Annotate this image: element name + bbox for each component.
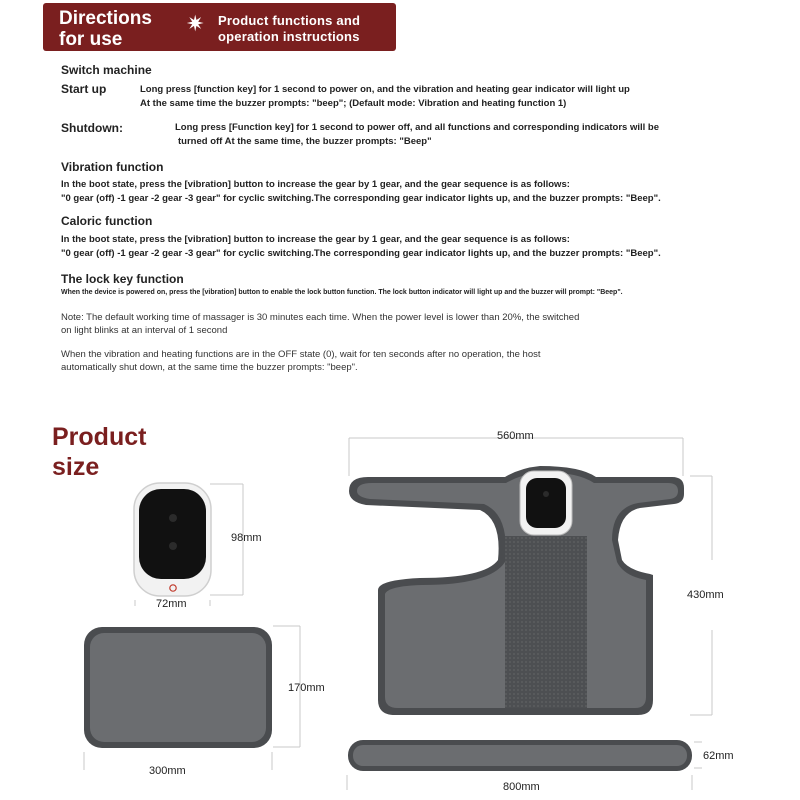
lock-line1: When the device is powered on, press the [vibration] button to enable the lock button function. The lock button indicator will light up and the buzzer will prompt: "Beep". xyxy=(61,289,623,296)
banner-title-line2: for use xyxy=(59,29,123,50)
strap-width-label: 800mm xyxy=(503,781,540,793)
shutdown-label: Shutdown: xyxy=(61,121,123,135)
star-icon: ✷ xyxy=(186,11,205,36)
pad-width-label: 300mm xyxy=(149,765,186,777)
caloric-line1: In the boot state, press the [vibration] button to increase the gear by 1 gear, and the gear sequence is as follows: xyxy=(61,234,570,245)
vibration-line1: In the boot state, press the [vibration] button to increase the gear by 1 gear, and the gear sequence is as follows: xyxy=(61,179,570,190)
banner-title-line1: Directions xyxy=(59,8,152,29)
startup-line1: Long press [function key] for 1 second to power on, and the vibration and heating gear indicator will light up xyxy=(140,84,630,95)
product-size-title-line1: Product xyxy=(52,423,147,451)
shutdown-line2: turned off At the same time, the buzzer prompts: "Beep" xyxy=(178,136,432,147)
caloric-heading: Caloric function xyxy=(61,214,153,228)
shutdown-line1: Long press [Function key] for 1 second to power off, and all functions and corresponding indicators will be xyxy=(175,122,660,133)
pad-height-label: 170mm xyxy=(288,682,325,694)
note1-line2: on light blinks at an interval of 1 second xyxy=(61,325,228,336)
controller-width-label: 72mm xyxy=(156,598,187,610)
controller-figure xyxy=(134,483,211,596)
heating-pad-figure xyxy=(84,627,272,748)
note1-line1: Note: The default working time of massager is 30 minutes each time. When the power level is lower than 20%, the switched xyxy=(61,312,580,323)
strap-figure xyxy=(348,740,692,771)
vibration-line2: "0 gear (off) -1 gear -2 gear -3 gear" for cyclic switching.The corresponding gear indicator lights up, and the buzzer prompts: "Beep". xyxy=(61,193,661,204)
lock-heading: The lock key function xyxy=(61,272,184,286)
caloric-line2: "0 gear (off) -1 gear -2 gear -3 gear" for cyclic switching.The corresponding gear indicator lights up, and the buzzer prompts: "Beep". xyxy=(61,248,661,259)
switch-machine-heading: Switch machine xyxy=(61,63,152,77)
wrap-height-label: 430mm xyxy=(687,589,724,601)
startup-label: Start up xyxy=(61,82,107,96)
note2-line2: automatically shut down, at the same time the buzzer prompts: "beep". xyxy=(61,362,358,373)
banner-subtitle-line2: operation instructions xyxy=(218,29,360,44)
strap-height-label: 62mm xyxy=(703,750,734,762)
startup-line2: At the same time the buzzer prompts: "beep"; (Default mode: Vibration and heating function 1) xyxy=(140,98,567,109)
note2-line1: When the vibration and heating functions are in the OFF state (0), wait for ten seconds after no operation, the host xyxy=(61,349,541,360)
controller-height-label: 98mm xyxy=(231,532,262,544)
banner-subtitle-line1: Product functions and xyxy=(218,13,361,28)
product-size-title-line2: size xyxy=(52,453,100,481)
wrap-width-label: 560mm xyxy=(497,430,534,442)
shoulder-wrap-figure xyxy=(349,466,684,715)
vibration-heading: Vibration function xyxy=(61,160,164,174)
